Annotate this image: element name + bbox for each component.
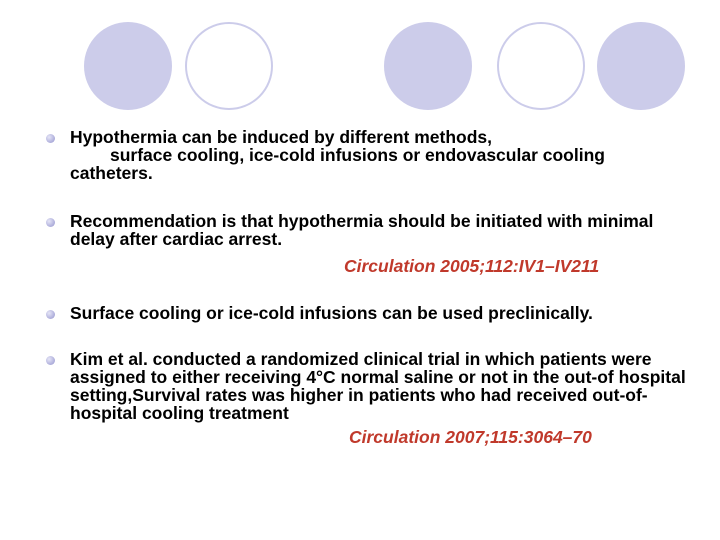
bullet-item-recommendation bbox=[44, 212, 694, 275]
bullet-text: Kim et al. conducted a randomized clinical trial in which patients were assigned to either receiving 4°C normal saline or not in the out-of hospital setting,Survival rates was higher in patients who had received out-of-hospital cooling treatment bbox=[70, 349, 686, 423]
decorative-circle-outline-1 bbox=[185, 22, 273, 110]
decorative-circle-filled-2 bbox=[384, 22, 472, 110]
citation: Circulation 2005;112:IV1–IV211 bbox=[344, 256, 600, 276]
bullet-dot-icon bbox=[46, 356, 55, 365]
bullet-item-kim-trial bbox=[44, 350, 694, 446]
bullet-dot-icon bbox=[46, 310, 55, 319]
decorative-circle-filled-3 bbox=[597, 22, 685, 110]
decorative-circle-filled-1 bbox=[84, 22, 172, 110]
bullet-dot-icon bbox=[46, 134, 55, 143]
bullet-item-methods bbox=[44, 128, 694, 182]
bullet-list bbox=[44, 128, 694, 446]
citation: Circulation 2007;115:3064–70 bbox=[349, 427, 592, 447]
bullet-text: Recommendation is that hypothermia should be initiated with minimal delay after cardiac arrest. bbox=[70, 211, 654, 249]
bullet-text: Surface cooling or ice-cold infusions can be used preclinically. bbox=[70, 303, 593, 323]
bullet-text-line: catheters. bbox=[70, 163, 153, 183]
decorative-circle-outline-2 bbox=[497, 22, 585, 110]
bullet-text-line: Hypothermia can be induced by different methods, bbox=[70, 127, 493, 147]
bullet-item-preclinical bbox=[44, 304, 694, 322]
bullet-text-line: surface cooling, ice-cold infusions or endovascular cooling bbox=[110, 145, 605, 165]
bullet-dot-icon bbox=[46, 218, 55, 227]
